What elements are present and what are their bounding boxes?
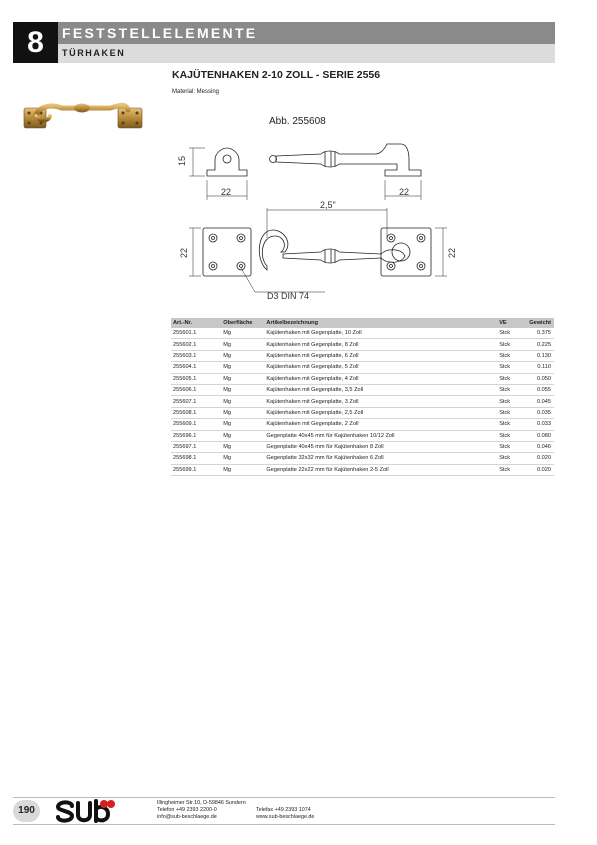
dim-22-vertical-left: 22 (179, 247, 189, 258)
footer-divider-bottom (13, 824, 555, 825)
cell-weight: 0.080 (523, 430, 554, 441)
cell-description: Kajütenhaken mit Gegenplatte, 4 Zoll (264, 373, 497, 384)
cell-description: Kajütenhaken mit Gegenplatte, 3,5 Zoll (264, 384, 497, 395)
header-description: Artikelbezeichnung (264, 318, 497, 328)
cell-article-no: 255609.1 (171, 419, 221, 430)
cell-description: Gegenplatte 40x45 mm für Kajütenhaken 8 Zoll (264, 441, 497, 452)
cell-article-no: 255601.1 (171, 328, 221, 339)
cell-unit: Stck (497, 384, 523, 395)
cell-description: Kajütenhaken mit Gegenplatte, 2,5 Zoll (264, 407, 497, 418)
cell-weight: 0.020 (523, 464, 554, 475)
cell-description: Kajütenhaken mit Gegenplatte, 5 Zoll (264, 362, 497, 373)
dim-length: 2,5" (320, 200, 336, 210)
cell-weight: 0.110 (523, 362, 554, 373)
phone: Telefon +49 2393 2200-0 (157, 807, 217, 813)
cell-surface: Mg (221, 419, 264, 430)
cell-unit: Stck (497, 453, 523, 464)
cell-surface: Mg (221, 441, 264, 452)
cell-article-no: 255697.1 (171, 441, 221, 452)
cell-surface: Mg (221, 396, 264, 407)
cell-surface: Mg (221, 362, 264, 373)
cell-description: Gegenplatte 22x22 mm für Kajütenhaken 2-5 Zoll (264, 464, 497, 475)
cell-article-no: 255604.1 (171, 362, 221, 373)
cell-unit: Stck (497, 350, 523, 361)
product-title: KAJÜTENHAKEN 2-10 ZOLL - SERIE 2556 (172, 69, 381, 81)
cell-article-no: 255607.1 (171, 396, 221, 407)
dim-15: 15 (177, 155, 187, 166)
cell-surface: Mg (221, 407, 264, 418)
header-unit: VE (497, 318, 523, 328)
cell-surface: Mg (221, 430, 264, 441)
cell-weight: 0.035 (523, 407, 554, 418)
technical-drawing (175, 108, 475, 308)
table-row (171, 453, 554, 464)
page-number: 190 (13, 800, 40, 822)
cell-unit: Stck (497, 464, 523, 475)
material-note: Material: Messing (172, 89, 220, 95)
product-photo (22, 96, 150, 132)
table-row (171, 441, 554, 452)
cell-unit: Stck (497, 373, 523, 384)
table-row (171, 362, 554, 373)
cell-article-no: 255602.1 (171, 339, 221, 350)
cell-unit: Stck (497, 362, 523, 373)
cell-weight: 0.055 (523, 384, 554, 395)
email-link[interactable]: info@sub-beschlaege.de (157, 814, 217, 820)
footer-divider-top (13, 797, 555, 798)
cell-surface: Mg (221, 464, 264, 475)
cell-description: Gegenplatte 40x45 mm für Kajütenhaken 10/12 Zoll (264, 430, 497, 441)
chapter-subtitle: TÜRHAKEN (58, 44, 555, 63)
cell-weight: 0.130 (523, 350, 554, 361)
cell-description: Kajütenhaken mit Gegenplatte, 3 Zoll (264, 396, 497, 407)
cell-unit: Stck (497, 328, 523, 339)
table-header-row (171, 318, 554, 328)
article-table (171, 318, 554, 476)
header-article-no: Art.-Nr. (171, 318, 221, 328)
cell-unit: Stck (497, 396, 523, 407)
cell-surface: Mg (221, 328, 264, 339)
dim-22-right: 22 (399, 187, 410, 197)
cell-description: Kajütenhaken mit Gegenplatte, 6 Zoll (264, 350, 497, 361)
cell-description: Kajütenhaken mit Gegenplatte, 2 Zoll (264, 419, 497, 430)
screw-label: D3 DIN 74 (267, 291, 310, 301)
cell-weight: 0.375 (523, 328, 554, 339)
figure-label: Abb. 255608 (269, 116, 326, 127)
header-weight: Gewicht (523, 318, 554, 328)
table-row (171, 396, 554, 407)
address-block (157, 800, 246, 821)
cell-article-no: 255605.1 (171, 373, 221, 384)
chapter-number: 8 (13, 22, 58, 63)
cell-unit: Stck (497, 419, 523, 430)
cell-surface: Mg (221, 453, 264, 464)
cell-article-no: 255696.1 (171, 430, 221, 441)
cell-surface: Mg (221, 373, 264, 384)
cell-weight: 0.225 (523, 339, 554, 350)
company-logo (54, 799, 116, 824)
cell-unit: Stck (497, 407, 523, 418)
cell-description: Kajütenhaken mit Gegenplatte, 8 Zoll (264, 339, 497, 350)
cell-surface: Mg (221, 339, 264, 350)
cell-article-no: 255603.1 (171, 350, 221, 361)
table-row (171, 373, 554, 384)
cell-description: Gegenplatte 32x32 mm für Kajütenhaken 6 Zoll (264, 453, 497, 464)
header-surface: Oberfläche (221, 318, 264, 328)
table-row (171, 407, 554, 418)
table-row (171, 419, 554, 430)
table-row (171, 328, 554, 339)
cell-unit: Stck (497, 339, 523, 350)
table-row (171, 339, 554, 350)
web-link[interactable]: www.sub-beschlaege.de (256, 814, 315, 820)
fax: Telefax +49 2393 1074 (256, 807, 311, 813)
chapter-title: FESTSTELLELEMENTE (58, 22, 555, 44)
cell-article-no: 255606.1 (171, 384, 221, 395)
dim-22-left: 22 (221, 187, 232, 197)
cell-unit: Stck (497, 430, 523, 441)
cell-unit: Stck (497, 441, 523, 452)
cell-article-no: 255608.1 (171, 407, 221, 418)
table-row (171, 430, 554, 441)
table-row (171, 384, 554, 395)
cell-article-no: 255699.1 (171, 464, 221, 475)
cell-surface: Mg (221, 350, 264, 361)
cell-weight: 0.050 (523, 373, 554, 384)
cell-weight: 0.020 (523, 453, 554, 464)
cell-article-no: 255698.1 (171, 453, 221, 464)
table-row (171, 464, 554, 475)
cell-weight: 0.046 (523, 441, 554, 452)
dim-22-vertical-right: 22 (447, 247, 457, 258)
cell-description: Kajütenhaken mit Gegenplatte, 10 Zoll (264, 328, 497, 339)
table-row (171, 350, 554, 361)
contact-block (256, 807, 314, 821)
cell-weight: 0.045 (523, 396, 554, 407)
cell-weight: 0.033 (523, 419, 554, 430)
address-line: Illingheimer Str.10, D-59846 Sundern (157, 800, 246, 806)
cell-surface: Mg (221, 384, 264, 395)
